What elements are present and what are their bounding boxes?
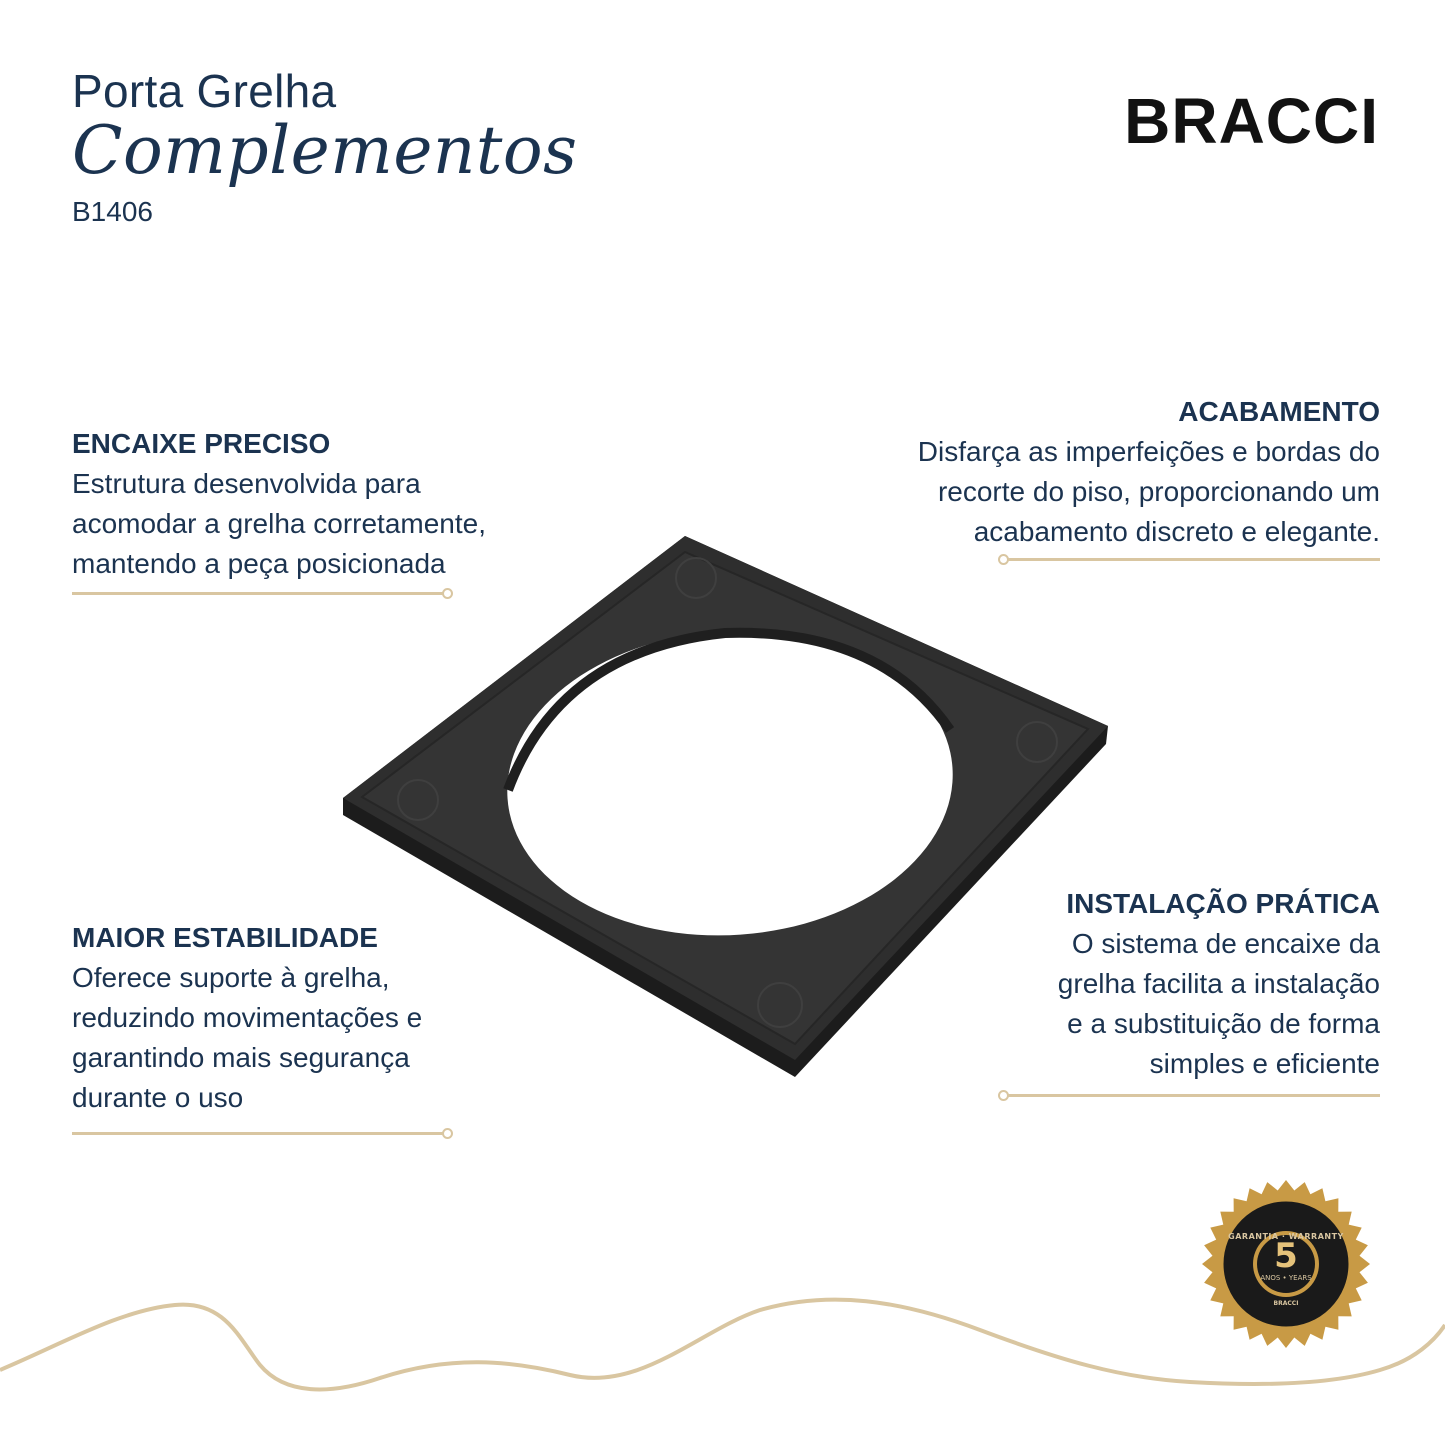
title-line-1: Porta Grelha	[72, 65, 337, 117]
feature-text-line: grelha facilita a instalação	[1057, 968, 1380, 999]
feature-text-line: simples e eficiente	[1149, 1048, 1380, 1079]
warranty-years-number: 5	[1274, 1236, 1298, 1276]
feature-text-line: O sistema de encaixe da	[1071, 928, 1380, 959]
feature-text-line: Disfarça as imperfeições e bordas do	[917, 436, 1380, 467]
feature-text-line: e a substituição de forma	[1067, 1008, 1380, 1039]
feature-heading: ENCAIXE PRECISO	[72, 428, 331, 459]
feature-text-line: Oferece suporte à grelha,	[72, 962, 390, 993]
feature-text-line: Estrutura desenvolvida para	[72, 468, 421, 499]
product-code: B1406	[72, 196, 153, 227]
feature-text-line: mantendo a peça posicionada	[72, 548, 446, 579]
feature-heading: MAIOR ESTABILIDADE	[72, 922, 378, 953]
feature-heading: ACABAMENTO	[1178, 396, 1380, 427]
feature-text-line: acomodar a grelha corretamente,	[72, 508, 486, 539]
warranty-brand: BRACCI	[1273, 1300, 1299, 1307]
warranty-years-label: ANOS • YEARS	[1260, 1274, 1312, 1282]
title-line-2: Complementos	[72, 112, 578, 189]
feature-heading: INSTALAÇÃO PRÁTICA	[1066, 888, 1380, 919]
feature-text-line: acabamento discreto e elegante.	[973, 516, 1380, 547]
warranty-arc-text: GARANTIA · WARRANTY	[1228, 1232, 1344, 1241]
feature-text-line: recorte do piso, proporcionando um	[937, 476, 1380, 507]
feature-text-line: durante o uso	[72, 1082, 244, 1113]
feature-text-line: garantindo mais segurança	[72, 1042, 410, 1073]
brand-logo: BRACCI	[1124, 85, 1379, 157]
feature-text-line: reduzindo movimentações e	[72, 1002, 423, 1033]
